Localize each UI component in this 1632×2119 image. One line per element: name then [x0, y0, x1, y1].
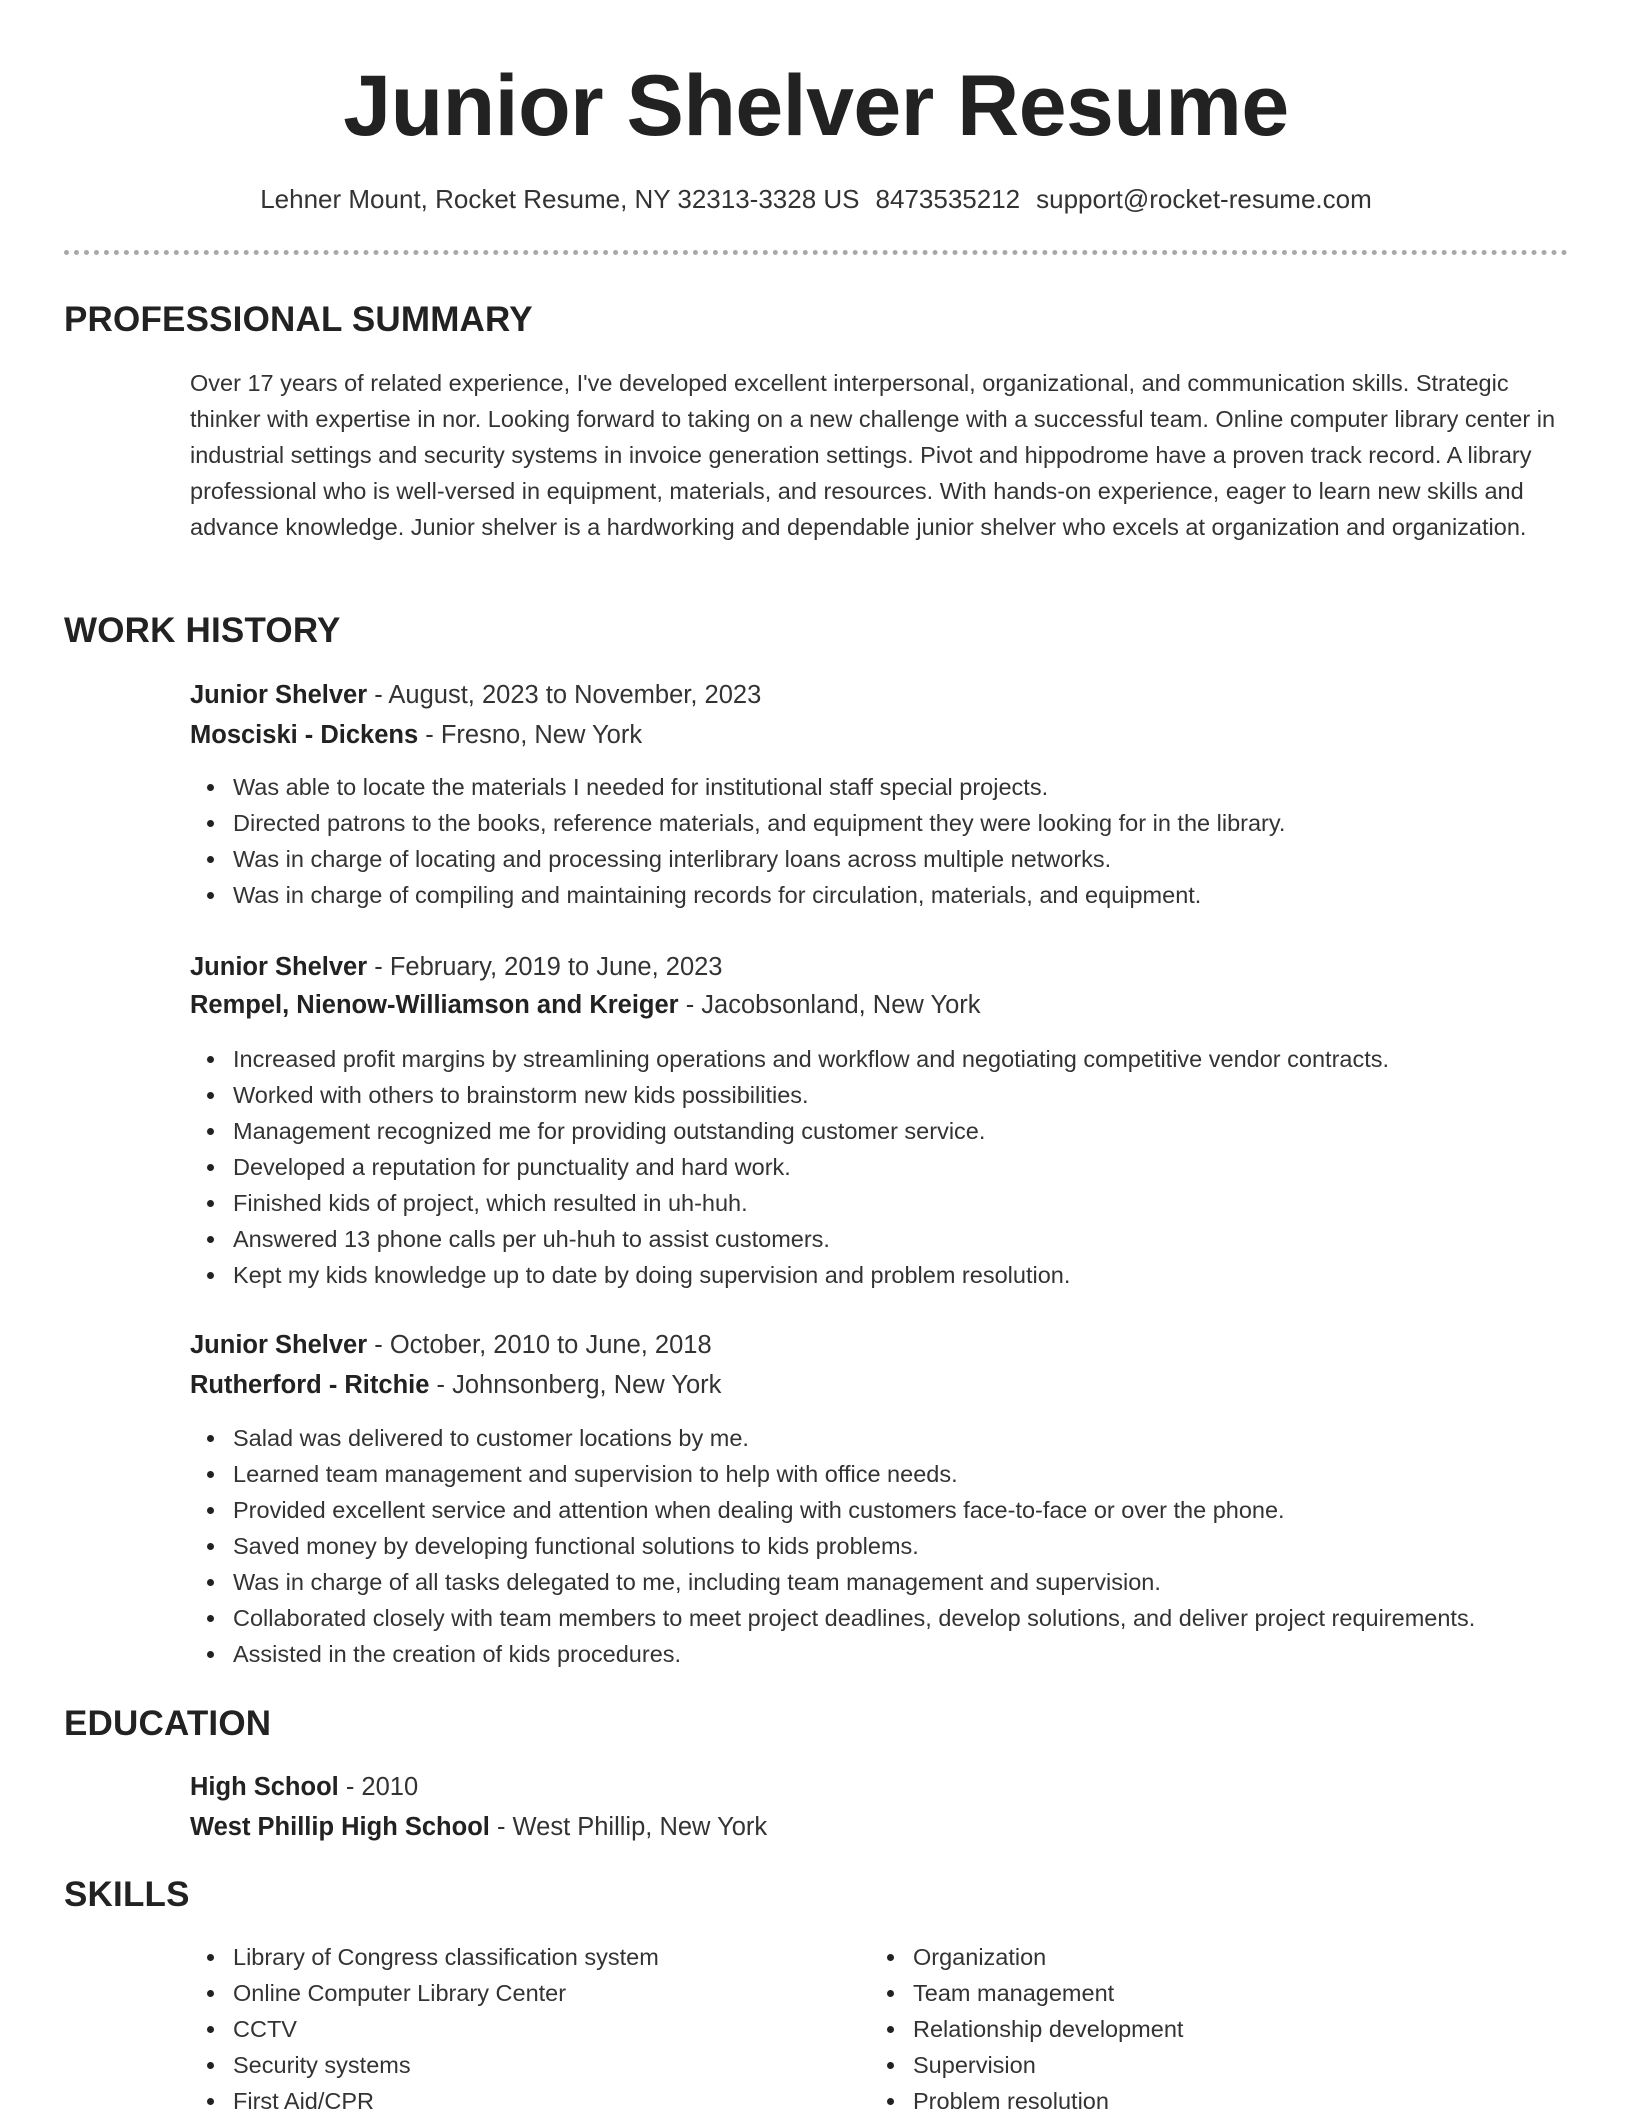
job-1-dates: - August, 2023 to November, 2023 [367, 681, 762, 709]
job-2-company: Rempel, Nienow-Williamson and Kreiger [190, 991, 679, 1019]
job-3-title: Junior Shelver [190, 1331, 368, 1359]
list-item: Was able to locate the materials I needed for institutional staff special projects. [233, 769, 1285, 805]
job-3-bullets [190, 1420, 1475, 1672]
job-3-dates: - October, 2010 to June, 2018 [367, 1331, 712, 1359]
work-history-heading: WORK HISTORY [64, 611, 341, 650]
list-item: Worked with others to brainstorm new kids possibilities. [233, 1077, 1389, 1113]
education-location: - West Phillip, New York [489, 1813, 768, 1841]
job-1-company: Mosciski - Dickens [190, 721, 419, 749]
education-school: West Phillip High School [190, 1813, 490, 1841]
list-item: Collaborated closely with team members to meet project deadlines, develop solutions, and deliver project requirements. [233, 1600, 1475, 1636]
list-item: Management recognized me for providing outstanding customer service. [233, 1113, 1389, 1149]
list-item: CCTV [233, 2011, 873, 2047]
list-item: Learned team management and supervision to help with office needs. [233, 1456, 1475, 1492]
contact-email: support@rocket-resume.com [1036, 184, 1372, 214]
list-item: Directed patrons to the books, reference materials, and equipment they were looking for in the library. [233, 805, 1285, 841]
job-2-title: Junior Shelver [190, 953, 368, 981]
list-item: Finished kids of project, which resulted in uh-huh. [233, 1185, 1389, 1221]
list-item: Security systems [233, 2047, 873, 2083]
contact-line [0, 182, 1632, 216]
education-degree-line [190, 1769, 418, 1805]
list-item: Developed a reputation for punctuality and hard work. [233, 1149, 1389, 1185]
list-item: Problem resolution [913, 2083, 1553, 2119]
education-year: - 2010 [338, 1773, 419, 1801]
list-item: Supervision [913, 2047, 1553, 2083]
job-2-title-line [190, 949, 723, 985]
list-item: Answered 13 phone calls per uh-huh to assist customers. [233, 1221, 1389, 1257]
job-2-location: - Jacobsonland, New York [678, 991, 981, 1019]
list-item: Increased profit margins by streamlining operations and workflow and negotiating competitive vendor contracts. [233, 1041, 1389, 1077]
job-1-title-line [190, 677, 761, 713]
job-3-company-line [190, 1367, 721, 1403]
list-item: Salad was delivered to customer locations by me. [233, 1420, 1475, 1456]
list-item: Online Computer Library Center [233, 1975, 873, 2011]
skills-left-list [190, 1939, 873, 2119]
job-1-title: Junior Shelver [190, 681, 368, 709]
list-item: Library of Congress classification system [233, 1939, 873, 1975]
list-item: Relationship development [913, 2011, 1553, 2047]
skills-right-list [870, 1939, 1553, 2119]
list-item: Was in charge of locating and processing interlibrary loans across multiple networks. [233, 841, 1285, 877]
job-3-company: Rutherford - Ritchie [190, 1371, 430, 1399]
list-item: Assisted in the creation of kids procedures. [233, 1636, 1475, 1672]
education-heading: EDUCATION [64, 1704, 272, 1743]
education-degree: High School [190, 1773, 339, 1801]
header-divider [64, 250, 1568, 255]
job-2-dates: - February, 2019 to June, 2023 [367, 953, 723, 981]
job-2-company-line [190, 987, 981, 1023]
job-1-location: - Fresno, New York [418, 721, 643, 749]
list-item: Provided excellent service and attention when dealing with customers face-to-face or over the phone. [233, 1492, 1475, 1528]
list-item: Team management [913, 1975, 1553, 2011]
list-item: First Aid/CPR [233, 2083, 873, 2119]
job-1-bullets [190, 769, 1285, 913]
list-item: Was in charge of all tasks delegated to me, including team management and supervision. [233, 1564, 1475, 1600]
job-1-company-line [190, 717, 642, 753]
education-school-line [190, 1809, 767, 1845]
job-3-title-line [190, 1327, 712, 1363]
job-2-bullets [190, 1041, 1389, 1293]
skills-heading: SKILLS [64, 1875, 190, 1914]
resume-title: Junior Shelver Resume [343, 58, 1289, 154]
list-item: Was in charge of compiling and maintaining records for circulation, materials, and equipment. [233, 877, 1285, 913]
contact-phone: 8473535212 [875, 184, 1021, 214]
summary-heading: PROFESSIONAL SUMMARY [64, 300, 533, 339]
list-item: Kept my kids knowledge up to date by doing supervision and problem resolution. [233, 1257, 1389, 1293]
summary-text: Over 17 years of related experience, I've developed excellent interpersonal, organizational, and communication skills. Strategic thinker with expertise in nor. Looking forward to taking on a new challenge with a successful team. Online computer library center in industrial settings and security systems in invoice generation settings. Pivot and hippodrome have a proven track record. A library professional who is well-versed in equipment, materials, and resources. With hands-on experience, eager to learn new skills and advance knowledge. Junior shelver is a hardworking and dependable junior shelver who excels at organization and organization. [190, 370, 1556, 540]
contact-address: Lehner Mount, Rocket Resume, NY 32313-3328 US [260, 184, 860, 214]
list-item: Saved money by developing functional solutions to kids problems. [233, 1528, 1475, 1564]
list-item: Organization [913, 1939, 1553, 1975]
job-3-location: - Johnsonberg, New York [429, 1371, 722, 1399]
